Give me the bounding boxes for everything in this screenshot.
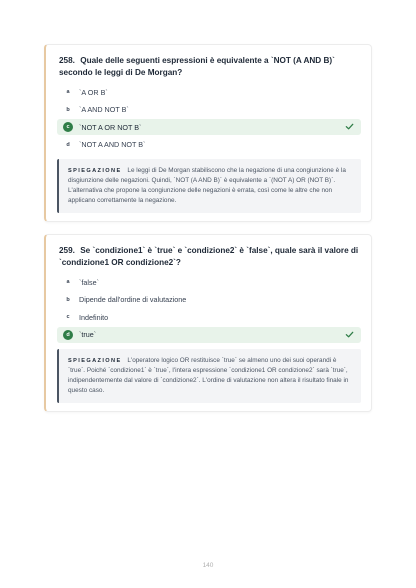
- option-text: `true`: [79, 330, 97, 339]
- question-number: 258.: [59, 56, 75, 65]
- option-text: `A OR B`: [79, 87, 108, 97]
- option-text: `NOT A AND NOT B`: [79, 140, 146, 149]
- option-letter: a: [66, 89, 70, 95]
- option-text: `A AND NOT B`: [79, 105, 129, 114]
- option-letter: d: [63, 330, 73, 340]
- question-card-258: [44, 44, 372, 222]
- option-a[interactable]: [57, 84, 361, 100]
- explanation-box: [57, 349, 361, 403]
- option-b[interactable]: [57, 102, 361, 118]
- option-letter: d: [66, 141, 70, 148]
- option-letter: c: [63, 122, 73, 132]
- option-letter: b: [66, 106, 70, 113]
- option-d-correct[interactable]: [57, 327, 361, 343]
- explanation-label: SPIEGAZIONE: [68, 167, 122, 174]
- question-card-259: [44, 234, 372, 412]
- option-letter: a: [66, 279, 70, 285]
- option-c-correct[interactable]: [57, 119, 361, 135]
- explanation-box: [57, 159, 361, 213]
- option-d[interactable]: [57, 137, 361, 153]
- question-text: Se `condizione1` è `true` e `condizione2` è `false`, quale sarà il valore di `condizione1 OR condizione2`?: [59, 246, 359, 267]
- option-text: `NOT A OR NOT B`: [79, 122, 142, 132]
- option-text: `false`: [79, 277, 99, 287]
- option-c[interactable]: [57, 309, 361, 325]
- option-text: Indefinito: [79, 312, 109, 322]
- question-title: [57, 245, 361, 268]
- page-number: 140: [202, 562, 214, 569]
- option-b[interactable]: [57, 292, 361, 308]
- option-letter: b: [66, 296, 70, 303]
- explanation-text: L'operatore logico OR restituisce `true` se almeno uno dei suoi operandi è `true`. Poiché `condizione1` è `true`, l'intera espressione `condizione1 OR condizione2` sarà `true`, indipendentemente dal valore di `condizione2`. L'ordine di valutazione non altera il risultato finale in questo caso.: [68, 356, 349, 394]
- question-title: [57, 55, 361, 78]
- check-icon: [345, 330, 354, 339]
- explanation-text: Le leggi di De Morgan stabiliscono che la negazione di una congiunzione è la disgiunzione delle negazioni. Quindi, `NOT (A AND B)` è equivalente a `(NOT A) OR (NOT B)`. L'alternativa che propone la congiunzione delle negazioni è errata, così come le altre che non applicano correttamente la negazione.: [68, 166, 346, 204]
- question-text: Quale delle seguenti espressioni è equivalente a `NOT (A AND B)` secondo le leggi di De Morgan?: [59, 56, 335, 77]
- explanation-label: SPIEGAZIONE: [68, 357, 122, 364]
- option-a[interactable]: [57, 274, 361, 290]
- option-letter: c: [66, 314, 70, 320]
- option-text: Dipende dall'ordine di valutazione: [79, 295, 187, 304]
- check-icon: [345, 122, 354, 131]
- question-number: 259.: [59, 246, 75, 255]
